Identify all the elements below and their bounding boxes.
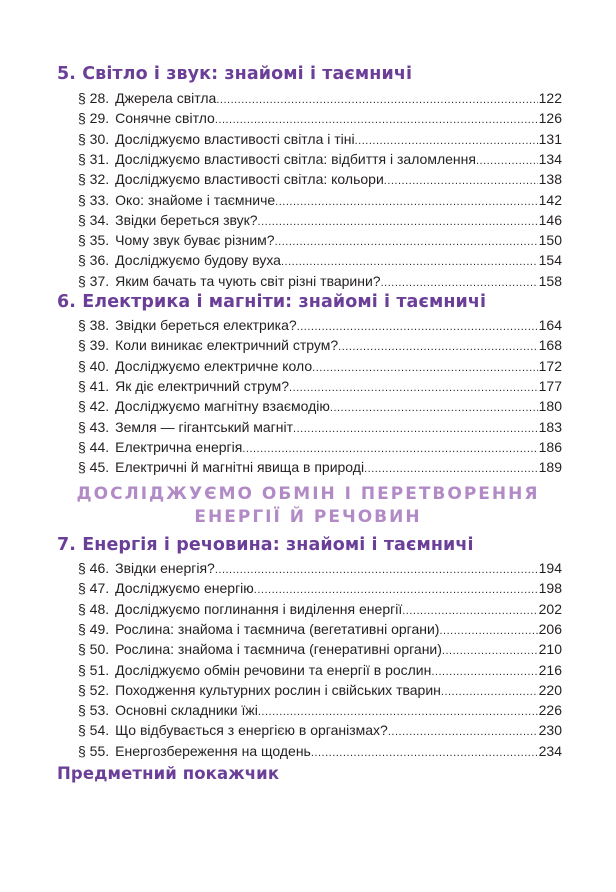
- page-number: 220: [538, 681, 562, 698]
- toc-entry: [78, 418, 562, 436]
- section-title: Коли виникає електричний струм?: [115, 337, 339, 354]
- toc-entry: [78, 336, 562, 354]
- section-number: § 42.: [78, 398, 110, 415]
- page-number: 216: [538, 661, 562, 678]
- page-number: 226: [538, 702, 562, 719]
- section-title: Досліджуємо властивості світла і тіні: [115, 130, 355, 147]
- toc-entry: [78, 377, 562, 395]
- section-title: Земля — гігантський магніт: [115, 418, 294, 435]
- toc-entry: [78, 640, 562, 658]
- chapter-5-heading: 5. Світло і звук: знайомі і таємничі: [57, 64, 413, 84]
- toc-entry: [78, 316, 562, 334]
- dot-leader: [338, 338, 537, 356]
- section-title: Досліджуємо будову вуха: [115, 252, 281, 269]
- section-number: § 40.: [78, 357, 110, 374]
- dot-leader: [289, 379, 538, 397]
- dot-leader: [364, 460, 538, 478]
- toc-entry: [78, 600, 562, 618]
- section-number: § 41.: [78, 377, 110, 394]
- toc-entry: [78, 579, 562, 597]
- page-number: 172: [538, 357, 562, 374]
- toc-entry: [78, 170, 562, 188]
- dot-leader: [355, 132, 538, 150]
- dot-leader: [293, 420, 538, 438]
- toc-entry: [78, 150, 562, 168]
- dot-leader: [330, 399, 538, 417]
- section-title: Як діє електричний струм?: [115, 377, 290, 394]
- section-number: § 50.: [78, 641, 110, 658]
- section-title: Досліджуємо обмін речовини та енергії в рослин: [115, 661, 432, 678]
- section-title: Досліджуємо поглинання і виділення енергії: [115, 600, 403, 617]
- dot-leader: [275, 193, 537, 211]
- dot-leader: [215, 111, 538, 129]
- page-number: 198: [538, 580, 562, 597]
- dot-leader: [441, 683, 538, 701]
- section-title: Звідки береться звук?: [115, 211, 258, 228]
- subject-index-heading: Предметний покажчик: [57, 764, 280, 783]
- dot-leader: [431, 663, 537, 681]
- section-title: Що відбувається з енергією в організмах?: [115, 722, 388, 739]
- section-number: § 49.: [78, 620, 110, 637]
- dot-leader: [258, 213, 538, 231]
- page-number: 131: [538, 130, 562, 147]
- page-number: 210: [538, 641, 562, 658]
- section-title: Око: знайоме і таємниче: [115, 191, 276, 208]
- dot-leader: [402, 602, 537, 620]
- section-title: Звідки енергія?: [115, 560, 215, 576]
- toc-entry: [78, 357, 562, 375]
- section-title: Основні складники їжі: [115, 702, 258, 719]
- toc-entry: [78, 191, 562, 209]
- section-title: Джерела світла: [115, 90, 217, 106]
- section-number: § 35.: [78, 232, 110, 249]
- toc-entry: [78, 458, 562, 476]
- page-number: 177: [538, 377, 562, 394]
- section-number: § 31.: [78, 150, 110, 167]
- toc-entry: [78, 701, 562, 719]
- chapter-7-heading: 7. Енергія і речовина: знайомі і таємничі: [57, 535, 474, 555]
- toc-entry: [78, 397, 562, 415]
- section-number: § 33.: [78, 191, 110, 208]
- section-title: Звідки береться електрика?: [115, 317, 297, 333]
- page-number: 122: [538, 90, 562, 106]
- section-number: § 43.: [78, 418, 110, 435]
- dot-leader: [442, 642, 538, 660]
- dot-leader: [281, 253, 538, 271]
- page-number: 154: [538, 252, 562, 269]
- page-number: 202: [538, 600, 562, 617]
- section-title: Чому звук буває різним?: [115, 232, 275, 249]
- toc-entry: [78, 272, 562, 290]
- section-number: § 53.: [78, 702, 110, 719]
- chapter-6-heading: 6. Електрика і магніти: знайомі і таємничі: [57, 292, 487, 312]
- section-number: § 46.: [78, 560, 110, 576]
- section-number: § 48.: [78, 600, 110, 617]
- dot-leader: [439, 622, 537, 640]
- section-title: Яким бачать та чують світ різні тварини?: [115, 272, 381, 289]
- section-number: § 44.: [78, 438, 110, 455]
- section-title: Електричні й магнітні явища в природі: [115, 459, 365, 476]
- section-number: § 38.: [78, 317, 110, 333]
- dot-leader: [381, 274, 538, 292]
- page-number: 146: [538, 211, 562, 228]
- dot-leader: [258, 703, 538, 721]
- part-heading-line-2: ЕНЕРГІЇ Й РЕЧОВИН: [194, 507, 422, 527]
- toc-entry: [78, 681, 562, 699]
- page-number: 126: [538, 110, 562, 127]
- page-number: 134: [538, 150, 562, 167]
- section-number: § 28.: [78, 90, 110, 106]
- section-title: Походження культурних рослин і свійських тварин: [115, 681, 441, 698]
- section-number: § 29.: [78, 110, 110, 127]
- toc-entry: [78, 620, 562, 638]
- dot-leader: [312, 359, 538, 377]
- section-number: § 39.: [78, 337, 110, 354]
- dot-leader: [311, 744, 538, 762]
- section-title: Рослина: знайома і таємнича (вегетативні органи): [115, 620, 440, 637]
- section-number: § 54.: [78, 722, 110, 739]
- section-number: § 34.: [78, 211, 110, 228]
- page-number: 183: [538, 418, 562, 435]
- section-title: Досліджуємо енергію: [115, 580, 254, 597]
- section-title: Рослина: знайома і таємнича (генеративні органи): [115, 641, 442, 658]
- dot-leader: [275, 233, 538, 251]
- dot-leader: [254, 581, 538, 599]
- section-title: Досліджуємо властивості світла: кольори: [115, 171, 384, 188]
- toc-entry: [78, 438, 562, 456]
- toc-entry: [78, 559, 562, 577]
- section-number: § 30.: [78, 130, 110, 147]
- page-number: 206: [538, 620, 562, 637]
- page-number: 158: [538, 272, 562, 289]
- section-number: § 36.: [78, 252, 110, 269]
- dot-leader: [216, 91, 537, 109]
- section-title: Досліджуємо магнітну взаємодію: [115, 398, 330, 415]
- section-number: § 52.: [78, 681, 110, 698]
- toc-entry: [78, 211, 562, 229]
- page-number: 186: [538, 438, 562, 455]
- section-number: § 37.: [78, 272, 110, 289]
- dot-leader: [297, 318, 538, 336]
- section-title: Досліджуємо властивості світла: відбиття і заломлення: [115, 150, 476, 167]
- page-number: 234: [538, 742, 562, 759]
- section-number: § 32.: [78, 171, 110, 188]
- section-number: § 55.: [78, 742, 110, 759]
- toc-entry: [78, 661, 562, 679]
- page-number: 194: [538, 560, 562, 576]
- section-title: Досліджуємо електричне коло: [115, 357, 313, 374]
- toc-entry: [78, 742, 562, 760]
- toc-entry: [78, 251, 562, 269]
- section-title: Сонячне світло: [115, 110, 215, 127]
- toc-entry: [78, 231, 562, 249]
- dot-leader: [388, 723, 538, 741]
- page-number: 230: [538, 722, 562, 739]
- dot-leader: [384, 172, 538, 190]
- dot-leader: [215, 561, 538, 579]
- section-number: § 47.: [78, 580, 110, 597]
- section-title: Енергозбереження на щодень: [115, 742, 311, 759]
- page-number: 142: [538, 191, 562, 208]
- page-number: 164: [538, 317, 562, 333]
- section-number: § 51.: [78, 661, 110, 678]
- section-number: § 45.: [78, 459, 110, 476]
- dot-leader: [476, 152, 538, 170]
- page-number: 168: [538, 337, 562, 354]
- toc-entry: [78, 130, 562, 148]
- page-number: 138: [538, 171, 562, 188]
- part-heading-line-1: ДОСЛІДЖУЄМО ОБМІН І ПЕРЕТВОРЕННЯ: [76, 484, 540, 504]
- page-number: 189: [538, 459, 562, 476]
- toc-entry: [78, 721, 562, 739]
- page-number: 180: [538, 398, 562, 415]
- toc-entry: [78, 89, 562, 107]
- toc-entry: [78, 109, 562, 127]
- dot-leader: [242, 440, 537, 458]
- page-number: 150: [538, 232, 562, 249]
- section-title: Електрична енергія: [115, 438, 243, 455]
